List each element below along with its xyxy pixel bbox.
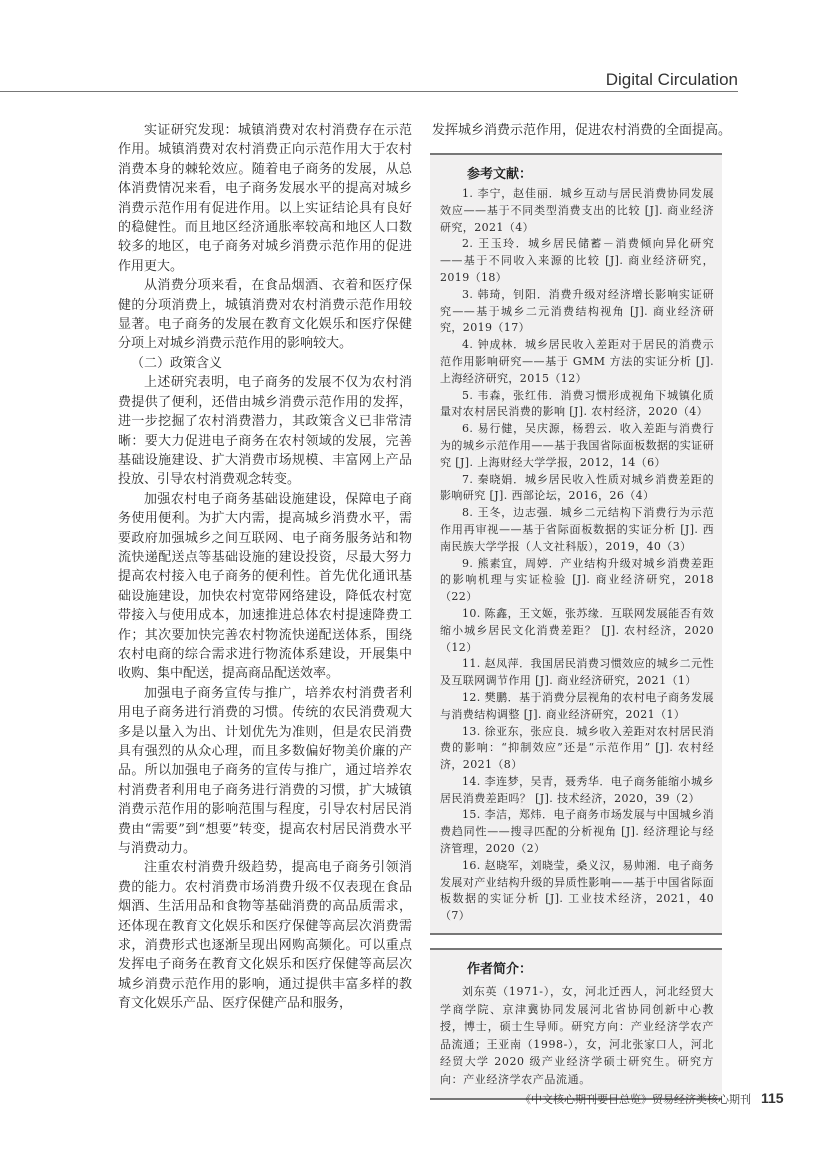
- reference-item: 6. 易行健，吴庆源，杨碧云．收入差距与消费行为的城乡示范作用——基于我国省际面板数据的实证研究 [J]. 上海财经大学学报，2012，14（6）: [440, 422, 714, 469]
- right-column-boxes: [430, 153, 722, 1100]
- body-paragraph: 上述研究表明，电子商务的发展不仅为农村消费提供了便利，还借由城乡消费示范作用的发挥，进一步挖掘了农村消费潜力，其政策含义已非常清晰：要大力促进电子商务在农村领域的发展，完善基础设施建设、扩大消费市场规模、丰富网上产品投放、引导农村消费观念转变。: [118, 375, 412, 488]
- author-info-box: [430, 948, 722, 1100]
- reference-item: 12. 樊鹏．基于消费分层视角的农村电子商务发展与消费结构调整 [J]. 商业经济研究，2021（1）: [440, 690, 714, 721]
- reference-item: 9. 熊素宜，周婷．产业结构升级对城乡消费差距的影响机理与实证检验 [J]. 商业经济研究，2018（22）: [440, 556, 714, 604]
- body-paragraph: 加强农村电子商务基础设施建设，保障电子商务使用便利。为扩大内需，提高城乡消费水平，需要政府加强城乡之间互联网、电子商务服务站和物流快递配送点等基础设施的建设投资，尽最大努力提高农村接入电子商务的便利性。首先优化通讯基础设施建设，加快农村宽带网络建设，降低农村宽带接入与使用成本，加速推进总体农村提速降费工作；其次要加快完善农村物流快递配送体系，围绕农村电商的综合需求进行物流体系建设，开展集中收购、集中配送，提高商品配送效率。: [118, 491, 412, 682]
- reference-item: 16. 赵晓军，刘晓莹，桑义汉，易帅湘．电子商务发展对产业结构升级的异质性影响——基于中国省际面板数据的实证分析 [J]. 工业技术经济，2021，40（7）: [440, 858, 714, 923]
- reference-item: 11. 赵凤萍．我国居民消费习惯效应的城乡二元性及互联网调节作用 [J]. 商业经济研究，2021（1）: [440, 657, 714, 688]
- reference-item: 5. 韦森，张红伟．消费习惯形成视角下城镇化质量对农村居民消费的影响 [J]. 农村经济，2020（4）: [440, 388, 714, 419]
- running-header-title: Digital Circulation: [605, 70, 738, 89]
- body-paragraph: 加强电子商务宣传与推广，培养农村消费者利用电子商务进行消费的习惯。传统的农民消费观大多是以量入为出、计划优先为准则，但是农民消费具有强烈的从众心理，而且多数偏好物美价廉的产品。所以加强电子商务的宣传与推广，通过培养农村消费者利用电子商务进行消费的习惯，扩大城镇消费示范作用的影响范围与程度，引导农村居民消费由“需要”到“想要”转变，提高农村居民消费水平与消费动力。: [118, 685, 412, 857]
- reference-item: 7. 秦晓娟．城乡居民收入性质对城乡消费差距的影响研究 [J]. 西部论坛，2016，26（4）: [440, 472, 714, 503]
- continuation-text: 发挥城乡消费示范作用，促进农村消费的全面提高。: [432, 123, 732, 138]
- page-footer: [520, 1090, 784, 1107]
- section-heading: （二）政策含义: [131, 355, 223, 371]
- references-list: [430, 182, 722, 925]
- left-column: [118, 121, 412, 1014]
- reference-item: 8. 王冬，边志强．城乡二元结构下消费行为示范作用再审视——基于省际面板数据的实证分析 [J]. 西南民族大学学报（人文社科版），2019，40（3）: [440, 506, 714, 553]
- author-bio: 刘东英（1971-），女，河北迁西人，河北经贸大学商学院、京津冀协同发展河北省协同创新中心教授，博士，硕士生导师。研究方向：产业经济学农产品流通；王亚南（1998-），女，河北张家口人，河北经贸大学 2020 级产业经济学硕士研究生。研究方向：产业经济学农产品流通。: [440, 985, 714, 1086]
- reference-item: 3. 韩琦，钊阳．消费升级对经济增长影响实证研究——基于城乡二元消费结构视角 [J]. 商业经济研究，2019（17）: [440, 287, 714, 335]
- author-title: 作者简介：: [467, 961, 533, 977]
- reference-item: 15. 李洁，郑炜．电子商务市场发展与中国城乡消费趋同性——搜寻匹配的分析视角 [J]. 经济理论与经济管理，2020（2）: [440, 808, 714, 856]
- reference-item: 13. 徐亚东，张应良．城乡收入差距对农村居民消费的影响：“抑制效应”还是“示范作用” [J]. 农村经济，2021（8）: [440, 724, 714, 772]
- references-title: 参考文献：: [467, 166, 533, 181]
- reference-item: 2. 王玉玲．城乡居民储蓄－消费倾向异化研究——基于不同收入来源的比较 [J]. 商业经济研究，2019（18）: [440, 237, 714, 284]
- reference-item: 14. 李连梦，吴青，聂秀华．电子商务能缩小城乡居民消费差距吗？ [J]. 技术经济，2020，39（2）: [440, 774, 714, 805]
- references-box: [430, 153, 722, 935]
- body-paragraph: 实证研究发现：城镇消费对农村消费存在示范作用。城镇消费对农村消费正向示范作用大于农村消费本身的棘轮效应。随着电子商务的发展，从总体消费情况来看，电子商务发展水平的提高对城乡消费示范作用有促进作用。以上实证结论具有良好的稳健性。而且地区经济通胀率较高和地区人口数较多的地区，电子商务对城乡消费示范作用的促进作用更大。: [118, 123, 412, 274]
- footer-journal: 《中文核心期刊要目总览》贸易经济类核心期刊: [520, 1094, 751, 1106]
- body-paragraph: 从消费分项来看，在食品烟酒、衣着和医疗保健的分项消费上，城镇消费对农村消费示范作用较显著。电子商务的发展在教育文化娱乐和医疗保健分项上对城乡消费示范作用的影响较大。: [118, 278, 412, 352]
- header-divider: [0, 91, 738, 92]
- body-paragraph: 注重农村消费升级趋势，提高电子商务引领消费的能力。农村消费市场消费升级不仅表现在食品烟酒、生活用品和食物等基础消费的高品质需求，还体现在教育文化娱乐和医疗保健等高层次消费需求，消费形式也逐渐呈现出网购高频化。可以重点发挥电子商务在教育文化娱乐和医疗保健等高层次城乡消费示范作用的影响，通过提供丰富多样的教育文化娱乐产品、医疗保健产品和服务，: [118, 860, 412, 1012]
- reference-item: 4. 钟成林．城乡居民收入差距对于居民的消费示范作用影响研究——基于 GMM 方法的实证分析 [J]. 上海经济研究，2015（12）: [440, 338, 714, 385]
- reference-item: 1. 李宁，赵佳丽．城乡互动与居民消费协同发展效应——基于不同类型消费支出的比较 [J]. 商业经济研究，2021（4）: [440, 187, 714, 234]
- reference-item: 10. 陈鑫，王文姬，张苏缘．互联网发展能否有效缩小城乡居民文化消费差距？ [J]. 农村经济，2020（12）: [440, 606, 714, 654]
- page-number: 115: [761, 1090, 784, 1106]
